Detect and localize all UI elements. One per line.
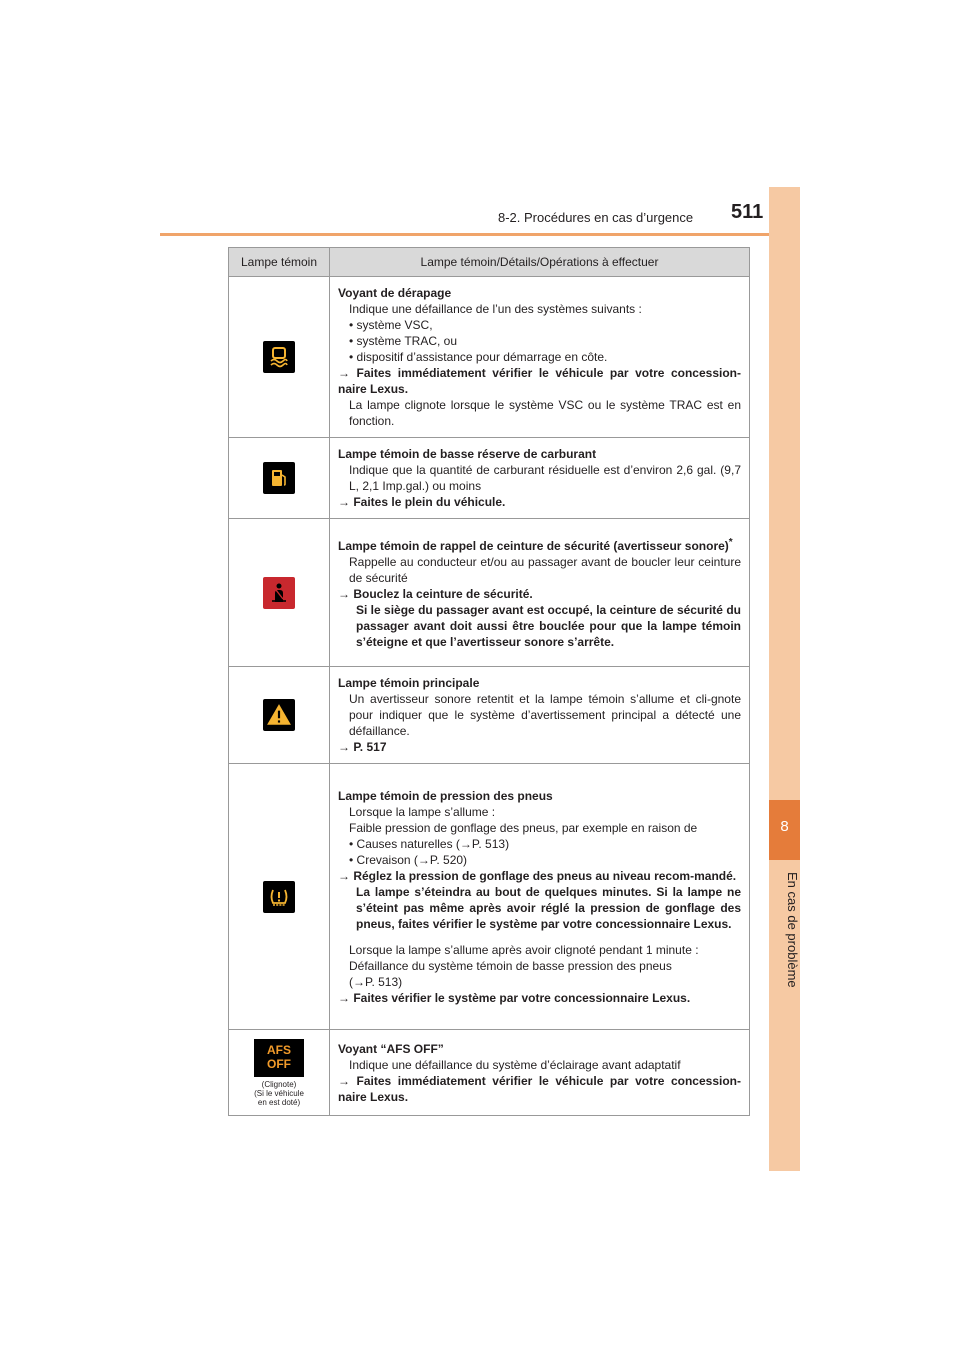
case-heading: Lorsque la lampe s’allume après avoir clignoté pendant 1 minute : — [349, 942, 699, 957]
row-action-detail: Si le siège du passager avant est occupé, la ceinture de sécurité du passager avant doit aussi être bouclée pour que la lampe témoin s’éteigne et que l’avertisseur sonore s’arrête. — [356, 603, 741, 649]
row-action-detail: La lampe s’éteindra au bout de quelques minutes. Si la lampe ne s’éteint pas même après avoir réglé la pression de gonflage des pneus, faites vérifier le système par votre concessionnaire Lexus. — [356, 884, 741, 931]
row-description: Un avertisseur sonore retentit et la lampe témoin s’allume et cli-gnote pour indiquer que le système d’avertissement principal a détecté une défaillance. — [349, 692, 741, 738]
row-title: Lampe témoin de rappel de ceinture de sécurité (avertisseur sonore)* — [338, 537, 733, 553]
row-action: → Réglez la pression de gonflage des pneus au niveau recom-mandé. — [338, 868, 737, 883]
details-cell — [330, 667, 750, 764]
cross-reference: (→P. 513) — [349, 974, 403, 989]
row-action: → Bouclez la ceinture de sécurité. — [338, 587, 533, 601]
icon-cell — [229, 764, 330, 1030]
seatbelt-icon — [263, 577, 295, 609]
section-title: 8-2. Procédures en cas d’urgence — [498, 210, 694, 225]
case-heading: Lorsque la lampe s’allume : — [349, 804, 496, 819]
fuel-pump-icon — [263, 462, 295, 494]
details-cell — [330, 438, 750, 519]
afs-off-icon — [254, 1039, 304, 1077]
row-action: → Faites immédiatement vérifier le véhicule par votre concession-naire Lexus. — [338, 366, 741, 396]
table-row — [229, 764, 750, 1030]
row-action: → Faites immédiatement vérifier le véhicule par votre concession-naire Lexus. — [338, 1073, 741, 1104]
table-row — [229, 667, 750, 764]
master-warning-icon — [263, 699, 295, 731]
row-title: Lampe témoin principale — [338, 676, 480, 690]
off-icon-text: OFF — [267, 1056, 291, 1071]
row-title: Voyant de dérapage — [338, 286, 452, 300]
row-description: Rappelle au conducteur et/ou au passager avant de boucler leur ceinture de sécurité — [349, 555, 741, 585]
table-row — [229, 519, 750, 667]
chapter-number: 8 — [780, 818, 789, 835]
bullet-item: • système TRAC, ou — [349, 334, 458, 348]
chapter-side-tab — [769, 187, 800, 1171]
row-note: La lampe clignote lorsque le système VSC ou le système TRAC est en fonction. — [349, 398, 741, 428]
table-row — [229, 277, 750, 438]
icon-note: (Si le véhicule — [254, 1088, 304, 1098]
footnote-mark: * — [728, 537, 733, 548]
icon-note: (Clignote) — [261, 1079, 297, 1089]
column-header-details: Lampe témoin/Détails/Opérations à effectuer — [330, 248, 750, 277]
icon-cell — [229, 667, 330, 764]
column-header-icon: Lampe témoin — [229, 248, 330, 277]
afs-icon-text: AFS — [267, 1042, 291, 1057]
header-rule — [160, 233, 800, 236]
row-title: Lampe témoin de pression des pneus — [338, 788, 553, 803]
row-action: → Faites vérifier le système par votre concessionnaire Lexus. — [338, 990, 691, 1005]
row-action: → P. 517 — [338, 740, 387, 754]
tire-pressure-icon — [263, 881, 295, 913]
row-description: Indique que la quantité de carburant résiduelle est d’environ 2,6 gal. (9,7 L, 2,1 Imp.gal.) ou moins — [349, 463, 741, 493]
table-row — [229, 438, 750, 519]
icon-cell — [229, 1030, 330, 1116]
bullet-item: • Causes naturelles (→P. 513) — [349, 836, 510, 851]
row-title: Lampe témoin de basse réserve de carburant — [338, 447, 597, 461]
row-description: Défaillance du système témoin de basse pression des pneus — [349, 958, 672, 973]
chapter-label: En cas de problème — [785, 872, 800, 988]
details-cell — [330, 764, 750, 1030]
row-action: → Faites le plein du véhicule. — [338, 495, 506, 509]
bullet-item: • dispositif d’assistance pour démarrage en côte. — [349, 350, 608, 364]
slip-indicator-icon — [263, 341, 295, 373]
bullet-item: • système VSC, — [349, 318, 433, 332]
bullet-item: • Crevaison (→P. 520) — [349, 852, 468, 867]
row-description: Faible pression de gonflage des pneus, par exemple en raison de — [349, 820, 698, 835]
details-cell — [330, 519, 750, 667]
icon-cell — [229, 519, 330, 667]
warning-lights-table — [228, 247, 750, 1116]
icon-cell — [229, 277, 330, 438]
table-row — [229, 1030, 750, 1116]
page-number: 511 — [731, 201, 764, 223]
row-description: Indique une défaillance du système d’éclairage avant adaptatif — [349, 1057, 681, 1072]
icon-cell — [229, 438, 330, 519]
table-header-row — [229, 248, 750, 277]
row-description: Indique une défaillance de l’un des systèmes suivants : — [349, 302, 642, 316]
row-title: Voyant “AFS OFF” — [338, 1041, 444, 1056]
icon-note: en est doté) — [257, 1097, 301, 1107]
details-cell — [330, 1030, 750, 1116]
details-cell — [330, 277, 750, 438]
